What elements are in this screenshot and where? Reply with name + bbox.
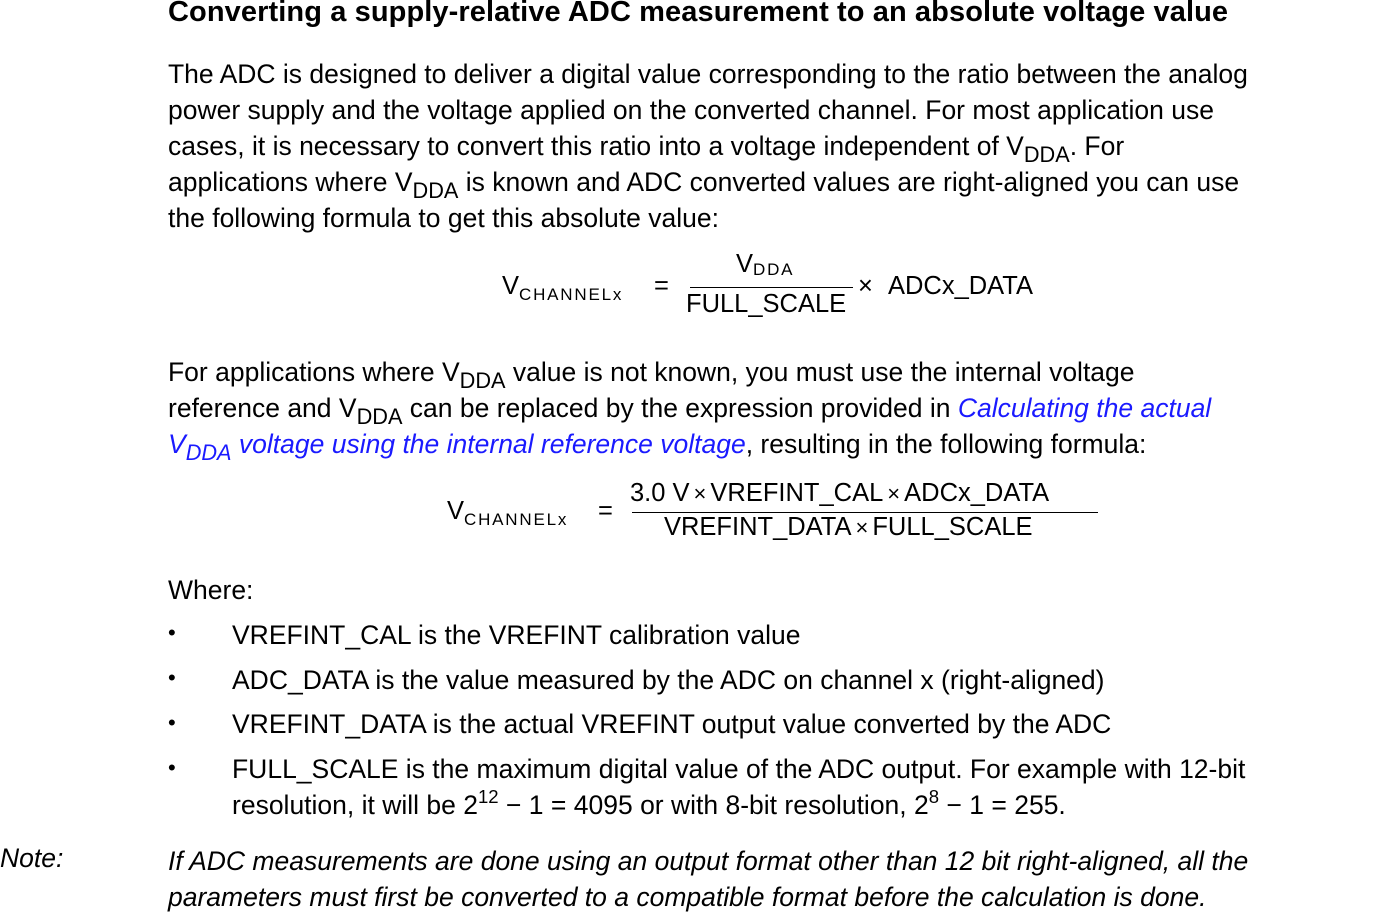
- vdda-calculation-link-cont[interactable]: $V_{DDA}$ voltage using the internal reference voltage: [168, 429, 746, 465]
- formula1-times: ×: [858, 272, 873, 300]
- formula2-numerator: 3.0 V × VREFINT_CAL × ADCx_DATA: [630, 479, 1050, 507]
- paragraph-vdda-unknown: [168, 354, 1212, 465]
- formula2-lhs: $V_{CHANNELx}$: [447, 497, 569, 529]
- section-heading: Converting a supply-relative ADC measurement to an absolute voltage value: [168, 0, 1229, 28]
- list-item: VREFINT_DATA is the actual VREFINT output value converted by the ADC: [232, 709, 1112, 739]
- bullet-marker: •: [168, 755, 176, 780]
- bullet-marker: •: [168, 620, 176, 645]
- vdda-calculation-link[interactable]: Calculating the actual: [957, 393, 1212, 423]
- formula1-numerator: VDDA: [736, 250, 795, 279]
- para2-line-2: reference and $V_{DDA}$ can be replaced by the expression provided in Calculating the actual: [168, 393, 1212, 429]
- list-item: VREFINT_CAL is the VREFINT calibration value: [232, 620, 801, 650]
- formula2-equals: =: [598, 497, 613, 525]
- list-item: ADC_DATA is the value measured by the ADC on channel x (right-aligned): [232, 665, 1105, 695]
- intro-line-3: cases, it is necessary to convert this ratio into a voltage independent of $V_{DDA}$. For: [168, 131, 1125, 167]
- note-label: Note:: [0, 843, 64, 873]
- list-item: FULL_SCALE is the maximum digital value of the ADC output. For example with 12-bit resolution, it will be $2^{12} - 1 = 4095$ or with 8-bit resolution, $2^8 - 1 = 255$.: [232, 754, 1246, 820]
- para2-line-3: $V_{DDA}$ voltage using the internal reference voltage, resulting in the following formula:: [168, 429, 1147, 465]
- formula2-denominator: VREFINT_DATA × FULL_SCALE: [664, 513, 1033, 541]
- formula1-equals: =: [654, 272, 669, 300]
- formula1-denominator: FULL_SCALE: [686, 290, 847, 318]
- bullet-marker: •: [168, 665, 176, 690]
- para2-line-1: For applications where $V_{DDA}$ value is not known, you must use the internal voltage: [168, 357, 1135, 393]
- formula1-lhs: $V_{CHANNELx}$: [502, 272, 624, 304]
- formula1-fraction-bar: [690, 287, 853, 288]
- intro-paragraph: [168, 56, 1248, 236]
- formula1-rhs: ADCx_DATA: [888, 272, 1033, 300]
- intro-line-1: The ADC is designed to deliver a digital value corresponding to the ratio between the analog: [168, 59, 1248, 89]
- note-text: If ADC measurements are done using an output format other than 12 bit right-aligned, all the parameters must first be converted to a compatible format before the calculation is done.: [168, 846, 1249, 912]
- bullet-marker: •: [168, 710, 176, 735]
- intro-line-2: power supply and the voltage applied on the converted channel. For most application use: [168, 95, 1214, 125]
- intro-line-5: the following formula to get this absolute value:: [168, 203, 719, 233]
- where-label: Where:: [168, 575, 254, 605]
- intro-line-4: applications where $V_{DDA}$ is known and ADC converted values are right-aligned you can use: [168, 167, 1240, 203]
